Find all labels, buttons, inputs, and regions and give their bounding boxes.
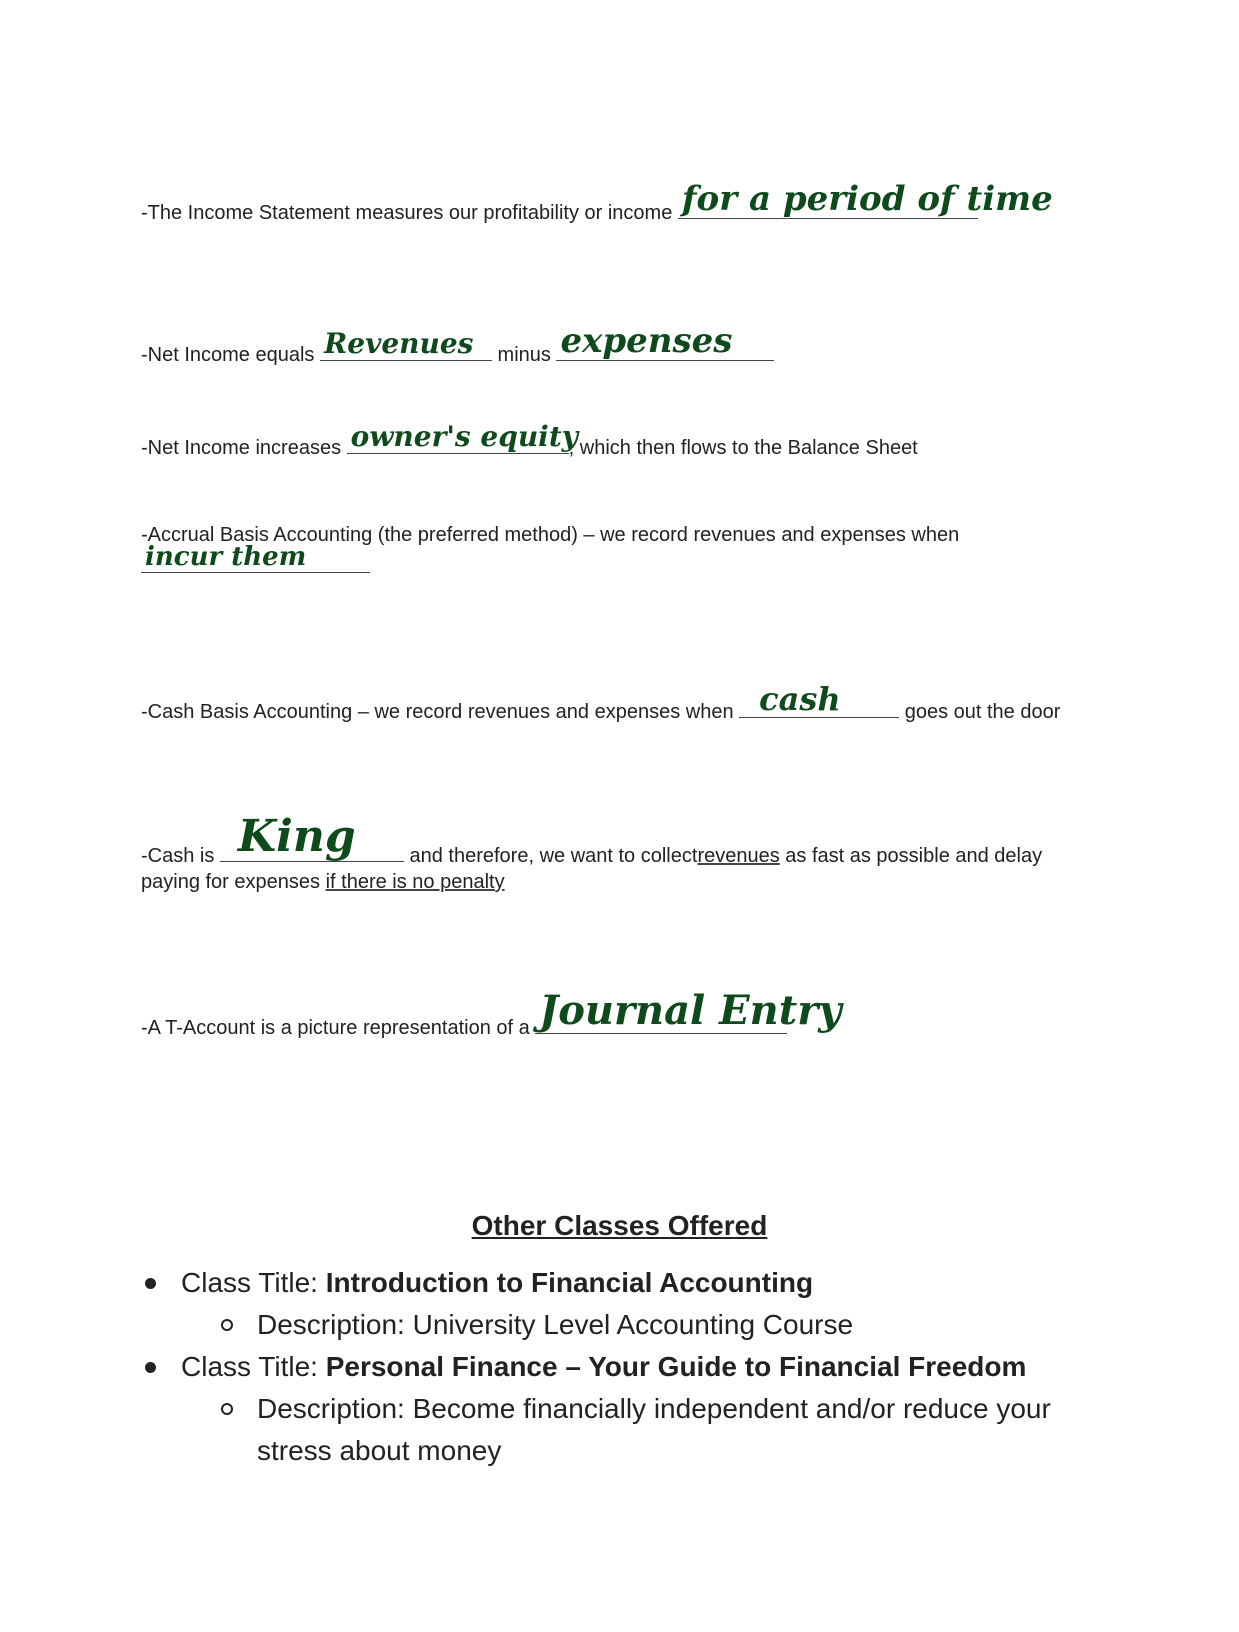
class-label: Class Title: <box>181 1267 326 1298</box>
line-text: paying for expenses <box>141 871 321 893</box>
cash-is-king-line-2 <box>141 871 505 894</box>
class-name: Personal Finance – Your Guide to Financial Freedom <box>325 1351 1027 1382</box>
answer-blank[interactable] <box>347 420 579 454</box>
answer-blank[interactable] <box>220 811 404 862</box>
accrual-answer-row <box>141 542 370 579</box>
description-text: Description: University Level Accounting Course <box>257 1309 854 1340</box>
handwritten-answer: King <box>237 811 356 862</box>
line-text: minus <box>497 344 551 366</box>
answer-blank[interactable] <box>320 327 492 361</box>
line-text: -Net Income increases <box>141 437 342 459</box>
cash-basis-line <box>141 680 1061 724</box>
income-statement-line <box>141 179 1053 225</box>
typed-answer: if there is no penalty <box>325 871 505 893</box>
class-name: Introduction to Financial Accounting <box>325 1267 814 1298</box>
handwritten-answer: Journal Entry <box>539 987 842 1034</box>
class-item <box>141 1262 1121 1304</box>
handwritten-answer: incur them <box>145 542 307 572</box>
line-text: -A T-Account is a picture representation of a <box>141 1017 530 1039</box>
description-text: Description: Become financially independent and/or reduce your stress about money <box>257 1393 1051 1466</box>
class-item <box>141 1346 1121 1388</box>
class-description <box>141 1388 1121 1472</box>
line-text: as fast as possible and delay <box>785 845 1043 867</box>
typed-answer: revenues <box>697 845 780 867</box>
line-text: -Net Income equals <box>141 344 315 366</box>
handwritten-answer: expenses <box>560 321 733 361</box>
line-text: and therefore, we want to collect <box>409 845 698 867</box>
line-text: -The Income Statement measures our profitability or income <box>141 202 673 224</box>
class-label: Class Title: <box>181 1351 326 1382</box>
line-text: goes out the door <box>904 701 1061 723</box>
answer-blank[interactable] <box>141 542 370 573</box>
handwritten-answer: owner's equity <box>350 420 579 453</box>
section-title: Other Classes Offered <box>471 1210 768 1241</box>
line-text: -Cash Basis Accounting – we record revenues and expenses when <box>141 701 734 723</box>
t-account-line <box>141 987 842 1040</box>
handwritten-answer: for a period of time <box>681 179 1053 219</box>
line-text: -Cash is <box>141 845 215 867</box>
classes-list <box>141 1262 1121 1472</box>
answer-blank[interactable] <box>556 321 774 361</box>
handwritten-answer: cash <box>759 680 841 718</box>
cash-is-king-line <box>141 811 1043 868</box>
net-income-increases-line <box>141 420 918 460</box>
answer-blank[interactable] <box>535 987 842 1034</box>
class-description <box>141 1304 1121 1346</box>
handwritten-answer: Revenues <box>323 327 474 360</box>
answer-blank[interactable] <box>739 680 899 718</box>
net-income-equals-line <box>141 321 774 367</box>
line-text: -Accrual Basis Accounting (the preferred method) – we record revenues and expenses when <box>141 524 960 546</box>
answer-blank[interactable] <box>678 179 1053 219</box>
line-text: , which then flows to the Balance Sheet <box>568 437 918 459</box>
